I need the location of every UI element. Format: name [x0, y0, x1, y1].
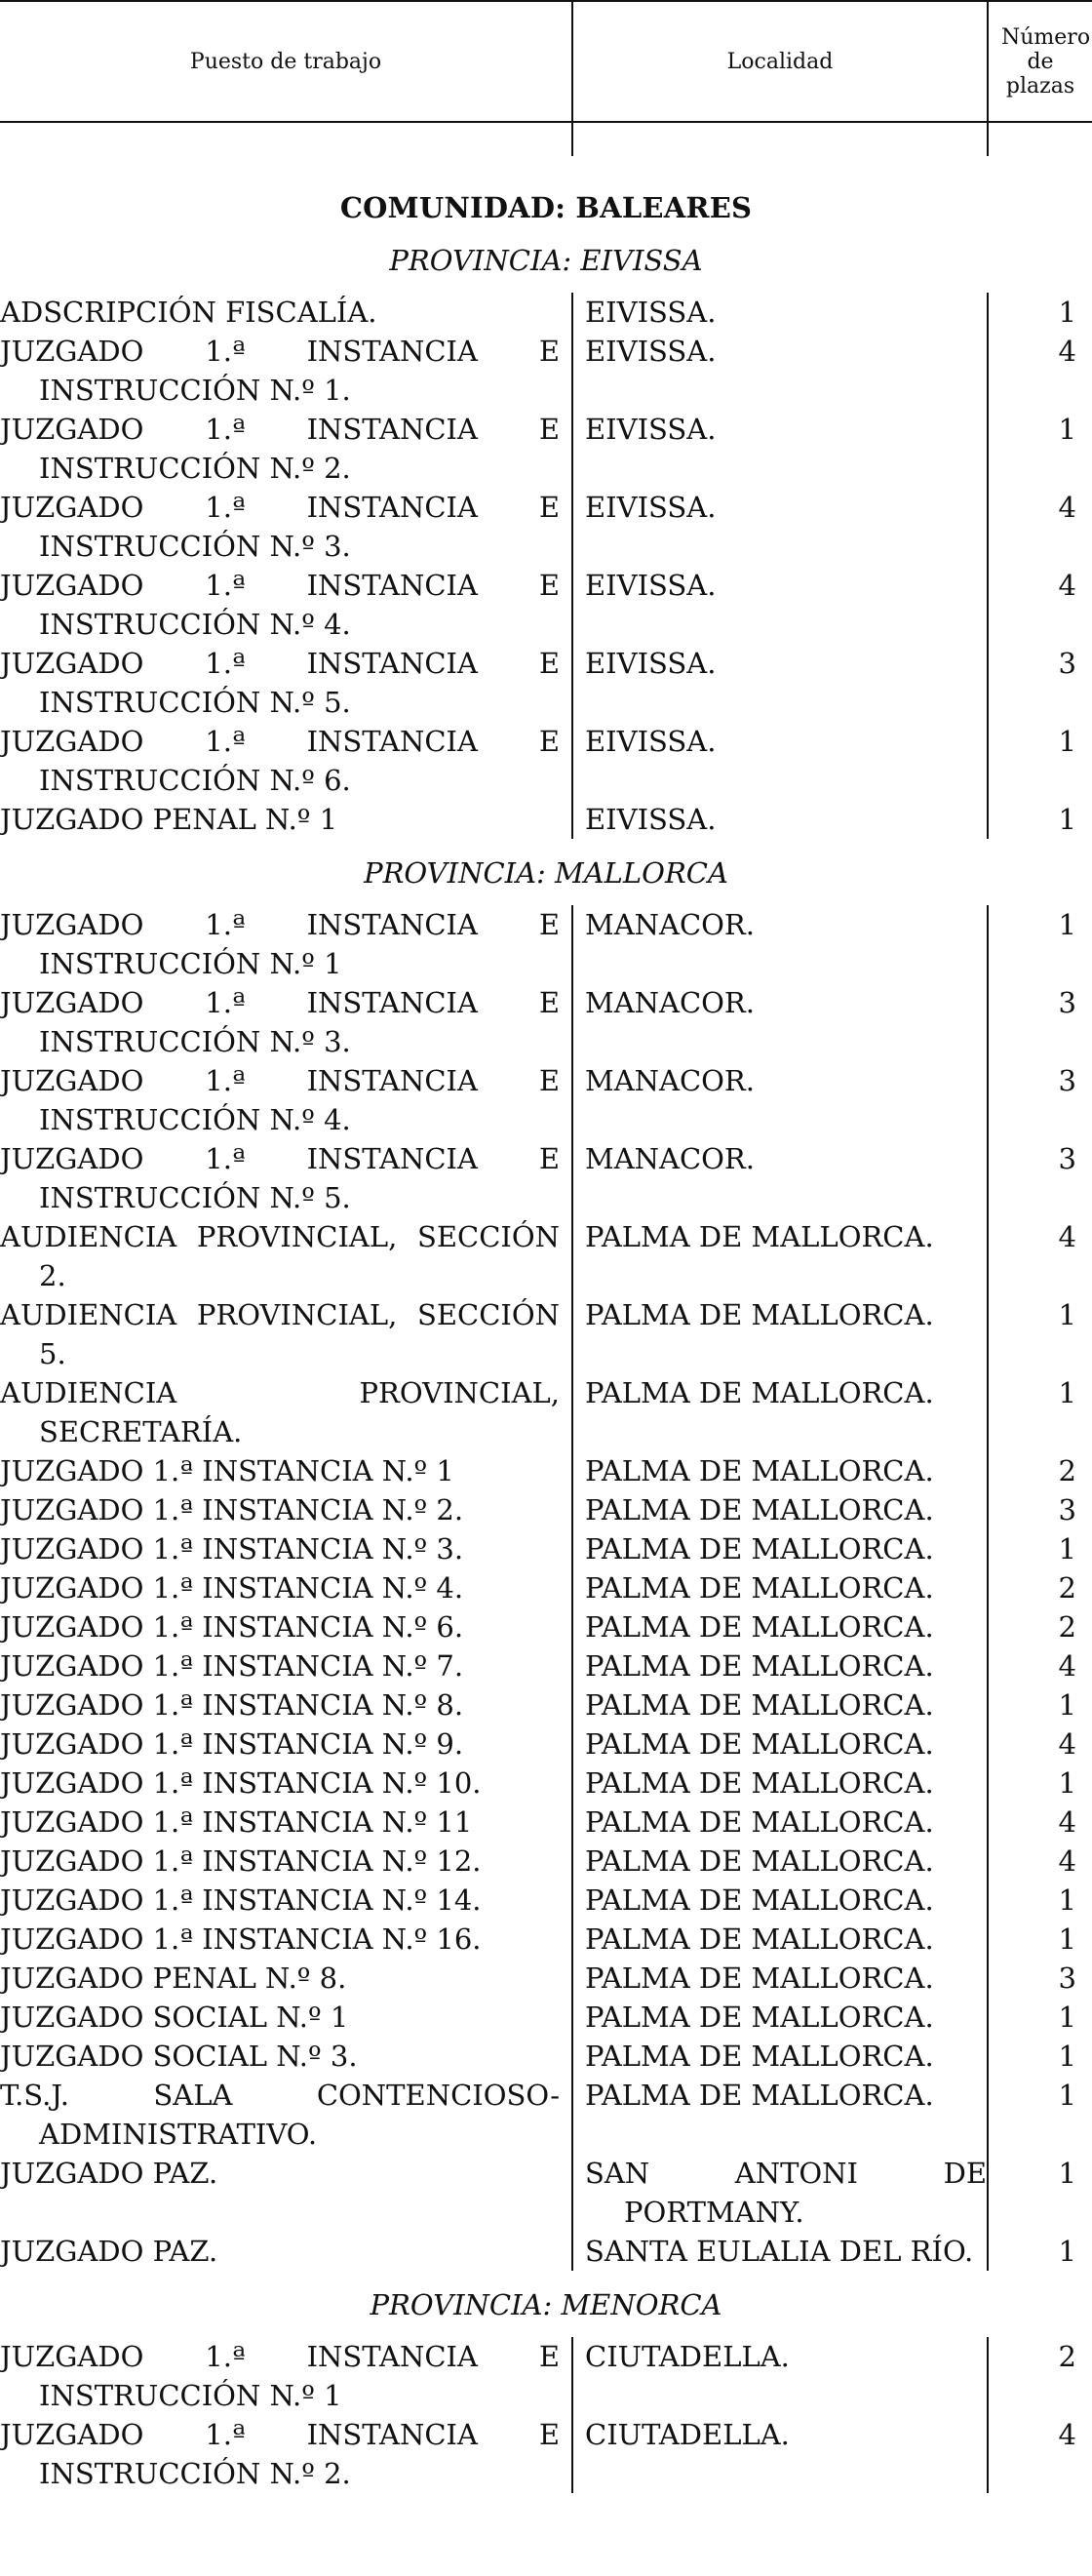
table-row — [0, 1881, 1092, 1920]
cell-localidad — [571, 332, 987, 410]
table-row — [0, 1061, 1092, 1139]
cell-puesto — [0, 293, 571, 332]
cell-localidad — [571, 1881, 987, 1920]
cell-puesto — [0, 722, 571, 800]
cell-puesto — [0, 1646, 571, 1685]
localidad-text: PALMA DE MALLORCA. — [585, 1688, 934, 1722]
cell-plazas: 4 — [1058, 1649, 1076, 1683]
localidad-text: PALMA DE MALLORCA. — [585, 1220, 934, 1253]
comunidad-title: COMUNIDAD: BALEARES — [339, 191, 753, 224]
puesto-text: JUZGADO 1.ª INSTANCIA N.º 9. — [0, 1727, 464, 1761]
localidad-text: EIVISSA. — [585, 647, 717, 680]
cell-puesto — [0, 1685, 571, 1724]
table-row — [0, 905, 1092, 983]
puesto-text: AUDIENCIA PROVINCIAL, SECCIÓN 5. — [0, 1298, 560, 1370]
cell-plazas: 4 — [1058, 569, 1076, 602]
cell-localidad — [571, 1529, 987, 1568]
localidad-text: PALMA DE MALLORCA. — [585, 1844, 934, 1878]
puesto-text: JUZGADO 1.ª INSTANCIA E INSTRUCCIÓN N.º 3. — [0, 491, 560, 563]
cell-plazas: 1 — [1058, 725, 1076, 758]
cell-plazas: 2 — [1058, 1454, 1076, 1487]
cell-plazas: 2 — [1058, 2340, 1076, 2373]
cell-localidad — [571, 1842, 987, 1881]
table-row — [0, 983, 1092, 1061]
header-localidad: Localidad — [726, 49, 834, 74]
table-row — [0, 2037, 1092, 2076]
table-row — [0, 2154, 1092, 2232]
table-row — [0, 1295, 1092, 1373]
localidad-text: EIVISSA. — [585, 296, 717, 329]
localidad-text: MANACOR. — [585, 1064, 755, 1097]
localidad-text: PALMA DE MALLORCA. — [585, 1766, 934, 1800]
cell-localidad — [571, 1373, 987, 1451]
cell-puesto — [0, 2415, 571, 2493]
cell-puesto — [0, 1529, 571, 1568]
puesto-text: JUZGADO 1.ª INSTANCIA E INSTRUCCIÓN N.º 1. — [0, 335, 560, 407]
localidad-text: PALMA DE MALLORCA. — [585, 2040, 934, 2073]
provincia-table — [0, 905, 1092, 2271]
cell-plazas: 1 — [1058, 296, 1076, 329]
cell-puesto — [0, 1451, 571, 1490]
localidad-text: MANACOR. — [585, 986, 755, 1019]
localidad-text: PALMA DE MALLORCA. — [585, 1727, 934, 1761]
cell-localidad — [571, 1685, 987, 1724]
table-row — [0, 1139, 1092, 1217]
table-row — [0, 2076, 1092, 2154]
table-row — [0, 293, 1092, 332]
cell-plazas: 4 — [1058, 1220, 1076, 1253]
localidad-text: SANTA EULALIA DEL RÍO. — [585, 2235, 974, 2268]
cell-localidad — [571, 1139, 987, 1217]
cell-localidad — [571, 293, 987, 332]
cell-plazas: 1 — [1058, 2235, 1076, 2268]
cell-puesto — [0, 1490, 571, 1529]
localidad-text: EIVISSA. — [585, 413, 717, 446]
puesto-text: JUZGADO 1.ª INSTANCIA E INSTRUCCIÓN N.º 2. — [0, 413, 560, 485]
cell-plazas: 4 — [1058, 2418, 1076, 2451]
cell-puesto — [0, 1217, 571, 1295]
cell-localidad — [571, 1764, 987, 1803]
localidad-text: PALMA DE MALLORCA. — [585, 1571, 934, 1605]
puesto-text: JUZGADO 1.ª INSTANCIA E INSTRUCCIÓN N.º 5. — [0, 1142, 560, 1214]
cell-plazas: 1 — [1058, 2157, 1076, 2190]
table-row — [0, 644, 1092, 722]
cell-plazas: 1 — [1058, 1376, 1076, 1409]
puesto-text: JUZGADO 1.ª INSTANCIA E INSTRUCCIÓN N.º 3. — [0, 986, 560, 1058]
puesto-text: JUZGADO PENAL N.º 1 — [0, 803, 338, 836]
cell-puesto — [0, 1061, 571, 1139]
header-puesto: Puesto de trabajo — [189, 49, 382, 74]
cell-localidad — [571, 410, 987, 488]
localidad-text: EIVISSA. — [585, 335, 717, 368]
localidad-text: PALMA DE MALLORCA. — [585, 1649, 934, 1683]
table-row — [0, 1568, 1092, 1607]
cell-puesto — [0, 1373, 571, 1451]
provincia-title: PROVINCIA: MENORCA — [370, 2288, 722, 2321]
puesto-text: JUZGADO SOCIAL N.º 1 — [0, 2001, 349, 2034]
table-row — [0, 488, 1092, 566]
localidad-text: CIUTADELLA. — [585, 2340, 790, 2373]
localidad-text: PALMA DE MALLORCA. — [585, 1805, 934, 1839]
cell-puesto — [0, 566, 571, 644]
localidad-text: CIUTADELLA. — [585, 2418, 790, 2451]
cell-puesto — [0, 800, 571, 839]
cell-localidad — [571, 1920, 987, 1959]
localidad-text: PALMA DE MALLORCA. — [585, 1922, 934, 1956]
cell-plazas: 3 — [1058, 1142, 1076, 1175]
puesto-text: JUZGADO 1.ª INSTANCIA N.º 10. — [0, 1766, 482, 1800]
puesto-text: JUZGADO PAZ. — [0, 2235, 218, 2268]
cell-localidad — [571, 1646, 987, 1685]
localidad-text: EIVISSA. — [585, 803, 717, 836]
provincias — [0, 242, 1092, 2493]
cell-plazas: 3 — [1058, 1064, 1076, 1097]
puesto-text: JUZGADO 1.ª INSTANCIA N.º 3. — [0, 1532, 464, 1565]
table-row — [0, 566, 1092, 644]
puesto-text: AUDIENCIA PROVINCIAL, SECRETARÍA. — [0, 1376, 560, 1448]
table-row — [0, 1451, 1092, 1490]
cell-plazas: 1 — [1058, 1766, 1076, 1800]
cell-localidad — [571, 488, 987, 566]
header-plazas: Número de plazas — [1001, 24, 1091, 99]
cell-puesto — [0, 488, 571, 566]
cell-plazas: 1 — [1058, 2079, 1076, 2112]
puesto-text: JUZGADO 1.ª INSTANCIA E INSTRUCCIÓN N.º 4. — [0, 1064, 560, 1136]
table-row — [0, 1998, 1092, 2037]
table-row — [0, 1529, 1092, 1568]
table-header — [0, 0, 1092, 123]
cell-plazas: 4 — [1058, 491, 1076, 524]
localidad-text: MANACOR. — [585, 1142, 755, 1175]
cell-plazas: 1 — [1058, 908, 1076, 941]
table-row — [0, 1646, 1092, 1685]
cell-plazas: 2 — [1058, 1610, 1076, 1644]
localidad-text: SAN ANTONI DE PORTMANY. — [585, 2157, 987, 2229]
puesto-text: JUZGADO 1.ª INSTANCIA E INSTRUCCIÓN N.º 2. — [0, 2418, 560, 2490]
cell-localidad — [571, 1451, 987, 1490]
table-row — [0, 2232, 1092, 2271]
cell-puesto — [0, 1803, 571, 1842]
cell-plazas: 4 — [1058, 1844, 1076, 1878]
puesto-text: ADSCRIPCIÓN FISCALÍA. — [0, 296, 377, 329]
puesto-text: T.S.J. SALA CONTENCIOSO-ADMINISTRATIVO. — [0, 2079, 560, 2151]
localidad-text: PALMA DE MALLORCA. — [585, 1493, 934, 1526]
cell-localidad — [571, 1959, 987, 1998]
cell-puesto — [0, 1724, 571, 1764]
puesto-text: JUZGADO 1.ª INSTANCIA N.º 14. — [0, 1883, 482, 1917]
puesto-text: JUZGADO SOCIAL N.º 3. — [0, 2040, 358, 2073]
cell-localidad — [571, 2076, 987, 2154]
cell-localidad — [571, 1607, 987, 1646]
cell-localidad — [571, 722, 987, 800]
cell-localidad — [571, 1724, 987, 1764]
puesto-text: JUZGADO 1.ª INSTANCIA N.º 11 — [0, 1805, 473, 1839]
table-row — [0, 2337, 1092, 2415]
cell-puesto — [0, 1568, 571, 1607]
cell-localidad — [571, 1295, 987, 1373]
localidad-text: PALMA DE MALLORCA. — [585, 1454, 934, 1487]
localidad-text: PALMA DE MALLORCA. — [585, 1610, 934, 1644]
cell-plazas: 1 — [1058, 1922, 1076, 1956]
cell-localidad — [571, 2415, 987, 2493]
table-row — [0, 1842, 1092, 1881]
cell-plazas: 3 — [1058, 1962, 1076, 1995]
cell-puesto — [0, 644, 571, 722]
puesto-text: JUZGADO 1.ª INSTANCIA N.º 7. — [0, 1649, 464, 1683]
cell-plazas: 1 — [1058, 1532, 1076, 1565]
provincia-table — [0, 2337, 1092, 2493]
cell-puesto — [0, 332, 571, 410]
puesto-text: JUZGADO 1.ª INSTANCIA N.º 2. — [0, 1493, 464, 1526]
localidad-text: EIVISSA. — [585, 569, 717, 602]
cell-localidad — [571, 1803, 987, 1842]
puesto-text: JUZGADO 1.ª INSTANCIA N.º 8. — [0, 1688, 464, 1722]
cell-plazas: 2 — [1058, 1571, 1076, 1605]
localidad-text: PALMA DE MALLORCA. — [585, 2001, 934, 2034]
cell-plazas: 4 — [1058, 1727, 1076, 1761]
table-row — [0, 1920, 1092, 1959]
cell-localidad — [571, 2037, 987, 2076]
puesto-text: JUZGADO 1.ª INSTANCIA E INSTRUCCIÓN N.º 5. — [0, 647, 560, 719]
localidad-text: PALMA DE MALLORCA. — [585, 1298, 934, 1331]
provincia-table — [0, 293, 1092, 839]
puesto-text: JUZGADO 1.ª INSTANCIA E INSTRUCCIÓN N.º 4. — [0, 569, 560, 641]
cell-plazas: 1 — [1058, 413, 1076, 446]
cell-puesto — [0, 2232, 571, 2271]
localidad-text: PALMA DE MALLORCA. — [585, 1376, 934, 1409]
puesto-text: JUZGADO PAZ. — [0, 2157, 218, 2190]
cell-localidad — [571, 1490, 987, 1529]
cell-puesto — [0, 2037, 571, 2076]
cell-plazas: 1 — [1058, 1298, 1076, 1331]
table-row — [0, 1490, 1092, 1529]
cell-puesto — [0, 1139, 571, 1217]
cell-localidad — [571, 1998, 987, 2037]
localidad-text: PALMA DE MALLORCA. — [585, 1962, 934, 1995]
puesto-text: JUZGADO PENAL N.º 8. — [0, 1962, 347, 1995]
table-row — [0, 722, 1092, 800]
cell-localidad — [571, 905, 987, 983]
puesto-text: JUZGADO 1.ª INSTANCIA N.º 16. — [0, 1922, 482, 1956]
cell-localidad — [571, 1217, 987, 1295]
puesto-text: JUZGADO 1.ª INSTANCIA N.º 1 — [0, 1454, 454, 1487]
puesto-text: AUDIENCIA PROVINCIAL, SECCIÓN 2. — [0, 1220, 560, 1292]
cell-plazas: 3 — [1058, 986, 1076, 1019]
table-row — [0, 1607, 1092, 1646]
cell-localidad — [571, 2337, 987, 2415]
cell-puesto — [0, 905, 571, 983]
cell-puesto — [0, 1881, 571, 1920]
cell-puesto — [0, 1842, 571, 1881]
cell-plazas: 4 — [1058, 1805, 1076, 1839]
cell-plazas: 4 — [1058, 335, 1076, 368]
cell-plazas: 3 — [1058, 647, 1076, 680]
cell-localidad — [571, 566, 987, 644]
cell-localidad — [571, 644, 987, 722]
puesto-text: JUZGADO 1.ª INSTANCIA N.º 4. — [0, 1571, 464, 1605]
cell-localidad — [571, 1568, 987, 1607]
cell-localidad — [571, 2154, 987, 2232]
localidad-text: PALMA DE MALLORCA. — [585, 1532, 934, 1565]
cell-puesto — [0, 2154, 571, 2232]
cell-localidad — [571, 2232, 987, 2271]
table-row — [0, 1959, 1092, 1998]
table-row — [0, 800, 1092, 839]
table-row — [0, 1217, 1092, 1295]
cell-plazas: 1 — [1058, 2001, 1076, 2034]
header-stub — [0, 123, 1092, 156]
localidad-text: EIVISSA. — [585, 491, 717, 524]
cell-localidad — [571, 1061, 987, 1139]
cell-puesto — [0, 1959, 571, 1998]
table-row — [0, 1373, 1092, 1451]
cell-localidad — [571, 983, 987, 1061]
puesto-text: JUZGADO 1.ª INSTANCIA E INSTRUCCIÓN N.º 1 — [0, 2340, 560, 2412]
cell-puesto — [0, 983, 571, 1061]
cell-plazas: 1 — [1058, 1688, 1076, 1722]
cell-puesto — [0, 1295, 571, 1373]
puesto-text: JUZGADO 1.ª INSTANCIA N.º 12. — [0, 1844, 482, 1878]
provincia-title: PROVINCIA: EIVISSA — [389, 244, 703, 277]
table-row — [0, 1724, 1092, 1764]
cell-puesto — [0, 1764, 571, 1803]
localidad-text: PALMA DE MALLORCA. — [585, 2079, 934, 2112]
table-row — [0, 1803, 1092, 1842]
provincia-title: PROVINCIA: MALLORCA — [364, 856, 728, 890]
cell-puesto — [0, 2337, 571, 2415]
cell-puesto — [0, 2076, 571, 2154]
table-row — [0, 332, 1092, 410]
cell-puesto — [0, 410, 571, 488]
table-row — [0, 1685, 1092, 1724]
localidad-text: PALMA DE MALLORCA. — [585, 1883, 934, 1917]
table-row — [0, 2415, 1092, 2493]
localidad-text: MANACOR. — [585, 908, 755, 941]
table-row — [0, 1764, 1092, 1803]
cell-plazas: 3 — [1058, 1493, 1076, 1526]
puesto-text: JUZGADO 1.ª INSTANCIA E INSTRUCCIÓN N.º 1 — [0, 908, 560, 980]
puesto-text: JUZGADO 1.ª INSTANCIA E INSTRUCCIÓN N.º 6. — [0, 725, 560, 797]
cell-plazas: 1 — [1058, 803, 1076, 836]
cell-plazas: 1 — [1058, 2040, 1076, 2073]
cell-localidad — [571, 800, 987, 839]
cell-puesto — [0, 1998, 571, 2037]
table-row — [0, 410, 1092, 488]
localidad-text: EIVISSA. — [585, 725, 717, 758]
cell-plazas: 1 — [1058, 1883, 1076, 1917]
cell-puesto — [0, 1920, 571, 1959]
puesto-text: JUZGADO 1.ª INSTANCIA N.º 6. — [0, 1610, 464, 1644]
cell-puesto — [0, 1607, 571, 1646]
